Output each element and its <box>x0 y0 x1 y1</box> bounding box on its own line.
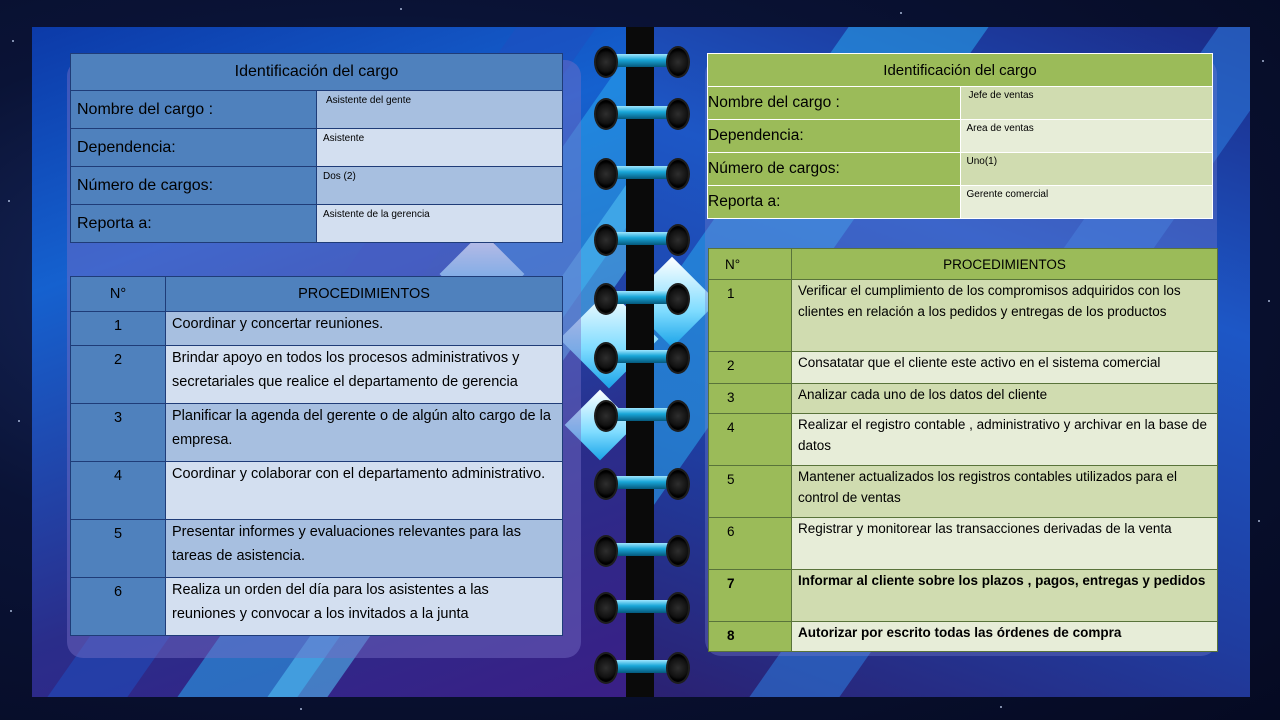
table-row <box>709 622 1218 652</box>
row-number: 1 <box>71 312 166 346</box>
binder-ring <box>594 158 690 188</box>
row-text: Consatatar que el cliente este activo en el sistema comercial <box>792 352 1218 384</box>
left-col-number-header: N° <box>71 277 166 312</box>
row-number: 6 <box>71 578 166 636</box>
right-value-reporta: Gerente comercial <box>960 186 1213 219</box>
right-value-dependencia: Area de ventas <box>960 120 1213 153</box>
left-identification-title: Identificación del cargo <box>71 54 563 91</box>
row-text: Informar al cliente sobre los plazos , pagos, entregas y pedidos <box>792 570 1218 622</box>
row-text: Registrar y monitorear las transacciones derivadas de la venta <box>792 518 1218 570</box>
right-procedures-table <box>708 248 1218 652</box>
row-text: Coordinar y colaborar con el departamento administrativo. <box>166 462 563 520</box>
right-identification-title: Identificación del cargo <box>708 54 1213 87</box>
row-number: 4 <box>709 414 792 466</box>
table-row <box>709 466 1218 518</box>
row-text: Realiza un orden del día para los asistentes a las reuniones y convocar a los invitados a la junta <box>166 578 563 636</box>
left-label-dependencia: Dependencia: <box>71 129 317 167</box>
right-value-numero: Uno(1) <box>960 153 1213 186</box>
table-row <box>709 570 1218 622</box>
row-number: 1 <box>709 280 792 352</box>
left-value-dependencia: Asistente <box>317 129 563 167</box>
row-number: 5 <box>71 520 166 578</box>
binder-ring <box>594 592 690 622</box>
binder-ring <box>594 46 690 76</box>
binder-ring <box>594 342 690 372</box>
left-procedures-table <box>70 276 563 636</box>
left-col-procedures-header: PROCEDIMIENTOS <box>166 277 563 312</box>
right-label-dependencia: Dependencia: <box>708 120 961 153</box>
row-text: Presentar informes y evaluaciones relevantes para las tareas de asistencia. <box>166 520 563 578</box>
row-number: 3 <box>709 384 792 414</box>
binder-ring <box>594 468 690 498</box>
left-label-numero: Número de cargos: <box>71 167 317 205</box>
right-label-numero: Número de cargos: <box>708 153 961 186</box>
row-number: 7 <box>709 570 792 622</box>
right-col-number-header: N° <box>709 249 792 280</box>
table-row <box>709 280 1218 352</box>
binder-ring <box>594 652 690 682</box>
table-row <box>709 518 1218 570</box>
row-number: 2 <box>709 352 792 384</box>
table-row <box>709 384 1218 414</box>
right-value-cargo: Jefe de ventas <box>960 87 1213 120</box>
right-col-procedures-header: PROCEDIMIENTOS <box>792 249 1218 280</box>
table-row <box>709 352 1218 384</box>
binder-ring <box>594 98 690 128</box>
left-identification-table <box>70 53 563 243</box>
row-number: 3 <box>71 404 166 462</box>
right-identification-table <box>707 53 1213 219</box>
row-text: Brindar apoyo en todos los procesos administrativos y secretariales que realice el departamento de gerencia <box>166 346 563 404</box>
row-number: 6 <box>709 518 792 570</box>
table-row <box>709 414 1218 466</box>
row-text: Planificar la agenda del gerente o de algún alto cargo de la empresa. <box>166 404 563 462</box>
row-text: Verificar el cumplimiento de los compromisos adquiridos con los clientes en relación a los pedidos y entregas de los productos <box>792 280 1218 352</box>
row-number: 4 <box>71 462 166 520</box>
right-label-reporta: Reporta a: <box>708 186 961 219</box>
binder-ring <box>594 535 690 565</box>
row-text: Coordinar y concertar reuniones. <box>166 312 563 346</box>
row-number: 2 <box>71 346 166 404</box>
row-text: Mantener actualizados los registros contables utilizados para el control de ventas <box>792 466 1218 518</box>
table-row <box>71 312 563 346</box>
row-number: 8 <box>709 622 792 652</box>
left-label-cargo: Nombre del cargo : <box>71 91 317 129</box>
binder-ring <box>594 224 690 254</box>
row-text: Analizar cada uno de los datos del cliente <box>792 384 1218 414</box>
table-row <box>71 346 563 404</box>
right-label-cargo: Nombre del cargo : <box>708 87 961 120</box>
binder-ring <box>594 400 690 430</box>
row-number: 5 <box>709 466 792 518</box>
row-text: Autorizar por escrito todas las órdenes de compra <box>792 622 1218 652</box>
left-value-cargo: Asistente del gente <box>317 91 563 129</box>
left-value-reporta: Asistente de la gerencia <box>317 205 563 243</box>
left-value-numero: Dos (2) <box>317 167 563 205</box>
row-text: Realizar el registro contable , administrativo y archivar en la base de datos <box>792 414 1218 466</box>
left-label-reporta: Reporta a: <box>71 205 317 243</box>
table-row <box>71 462 563 520</box>
table-row <box>71 520 563 578</box>
binder-ring <box>594 283 690 313</box>
table-row <box>71 404 563 462</box>
table-row <box>71 578 563 636</box>
